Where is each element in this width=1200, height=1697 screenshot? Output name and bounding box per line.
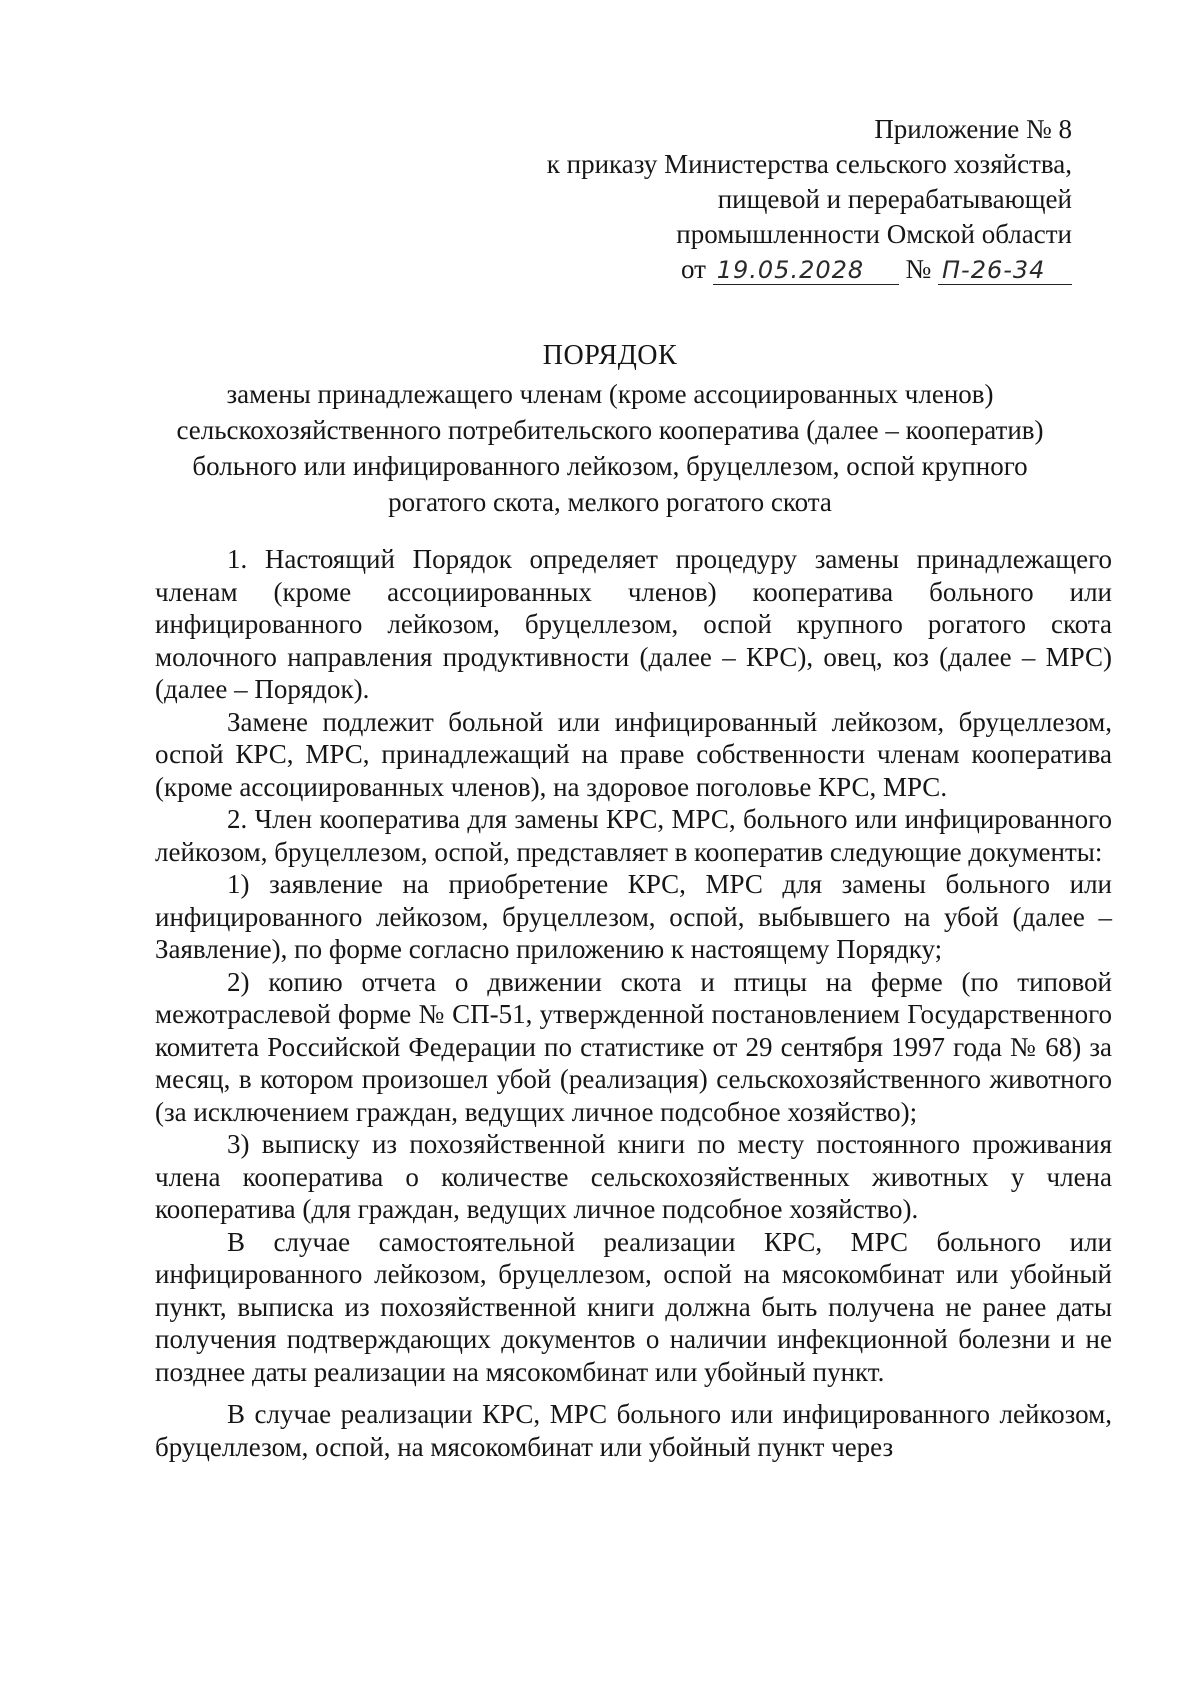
list-item-2: 2) копию отчета о движении скота и птицы на ферме (по типовой межотраслевой форме № СП-51, утвержденной постановлением Государственного комитета Российской Федерации по статистике от 29 сентября 1997 года № 68) за месяц, в котором произошел убой (реализация) сельскохозяйственного животного (за исключением граждан, ведущих личное подсобное хозяйство); bbox=[155, 966, 1112, 1127]
list-item-3: 3) выписку из похозяйственной книги по месту постоянного проживания члена кооператива о количестве сельскохозяйственных животных у члена кооператива (для граждан, ведущих личное подсобное хозяйство). bbox=[155, 1129, 1112, 1224]
document-title bbox=[150, 338, 1070, 520]
order-reference-line: к приказу Министерства сельского хозяйства, bbox=[546, 149, 1072, 179]
title-line-2: сельскохозяйственного потребительского кооператива (далее – кооператив) bbox=[176, 415, 1044, 445]
list-item-1: 1) заявление на приобретение КРС, МРС для замены больного или инфицированного лейкозом, бруцеллезом, оспой, выбывшего на убой (далее – Заявление), по форме согласно приложению к настоящему Порядку; bbox=[155, 869, 1112, 964]
document-body bbox=[155, 543, 1112, 1463]
paragraph-self-sale: В случае самостоятельной реализации КРС, МРС больного или инфицированного лейкозом, бруцеллезом, оспой на мясокомбинат или убойный пункт, выписка из похозяйственной книги должна быть получена не ранее даты получения подтверждающих документов о наличии инфекционной болезни и не позднее даты реализации на мясокомбинат или убойный пункт. bbox=[155, 1226, 1112, 1387]
from-label: от bbox=[681, 254, 706, 284]
title-line-3: больного или инфицированного лейкозом, бруцеллезом, оспой крупного bbox=[192, 451, 1028, 481]
paragraph-2: Замене подлежит больной или инфицированный лейкозом, бруцеллезом, оспой КРС, МРС, принадлежащий на праве собственности членам кооператива (кроме ассоциированных членов), на здоровое поголовье КРС, МРС. bbox=[155, 706, 1112, 802]
number-label: № bbox=[905, 254, 932, 284]
handwritten-date: 19.05.2028 bbox=[713, 256, 899, 285]
paragraph-sale-through: В случае реализации КРС, МРС больного или инфицированного лейкозом, бруцеллезом, оспой, на мясокомбинат или убойный пункт через bbox=[155, 1399, 1112, 1462]
title-line-4: рогатого скота, мелкого рогатого скота bbox=[388, 487, 832, 517]
order-date-number-line bbox=[547, 252, 1072, 287]
title-heading: ПОРЯДОК bbox=[542, 340, 678, 371]
appendix-header bbox=[547, 112, 1072, 287]
paragraph-3: 2. Член кооператива для замены КРС, МРС, больного или инфицированного лейкозом, бруцеллезом, оспой, представляет в кооператив следующие документы: bbox=[155, 804, 1112, 867]
ministry-region-line: промышленности Омской области bbox=[676, 219, 1072, 249]
ministry-name-line: пищевой и перерабатывающей bbox=[717, 184, 1072, 214]
appendix-number: Приложение № 8 bbox=[874, 114, 1072, 144]
handwritten-order-number: П-26-34 bbox=[938, 256, 1072, 285]
title-line-1: замены принадлежащего членам (кроме ассоциированных членов) bbox=[226, 379, 994, 409]
paragraph-1: 1. Настоящий Порядок определяет процедуру замены принадлежащего членам (кроме ассоциированных членов) кооператива больного или инфицированного лейкозом, бруцеллезом, оспой крупного рогатого скота молочного направления продуктивности (далее – КРС), овец, коз (далее – МРС) (далее – Порядок). bbox=[155, 544, 1112, 704]
